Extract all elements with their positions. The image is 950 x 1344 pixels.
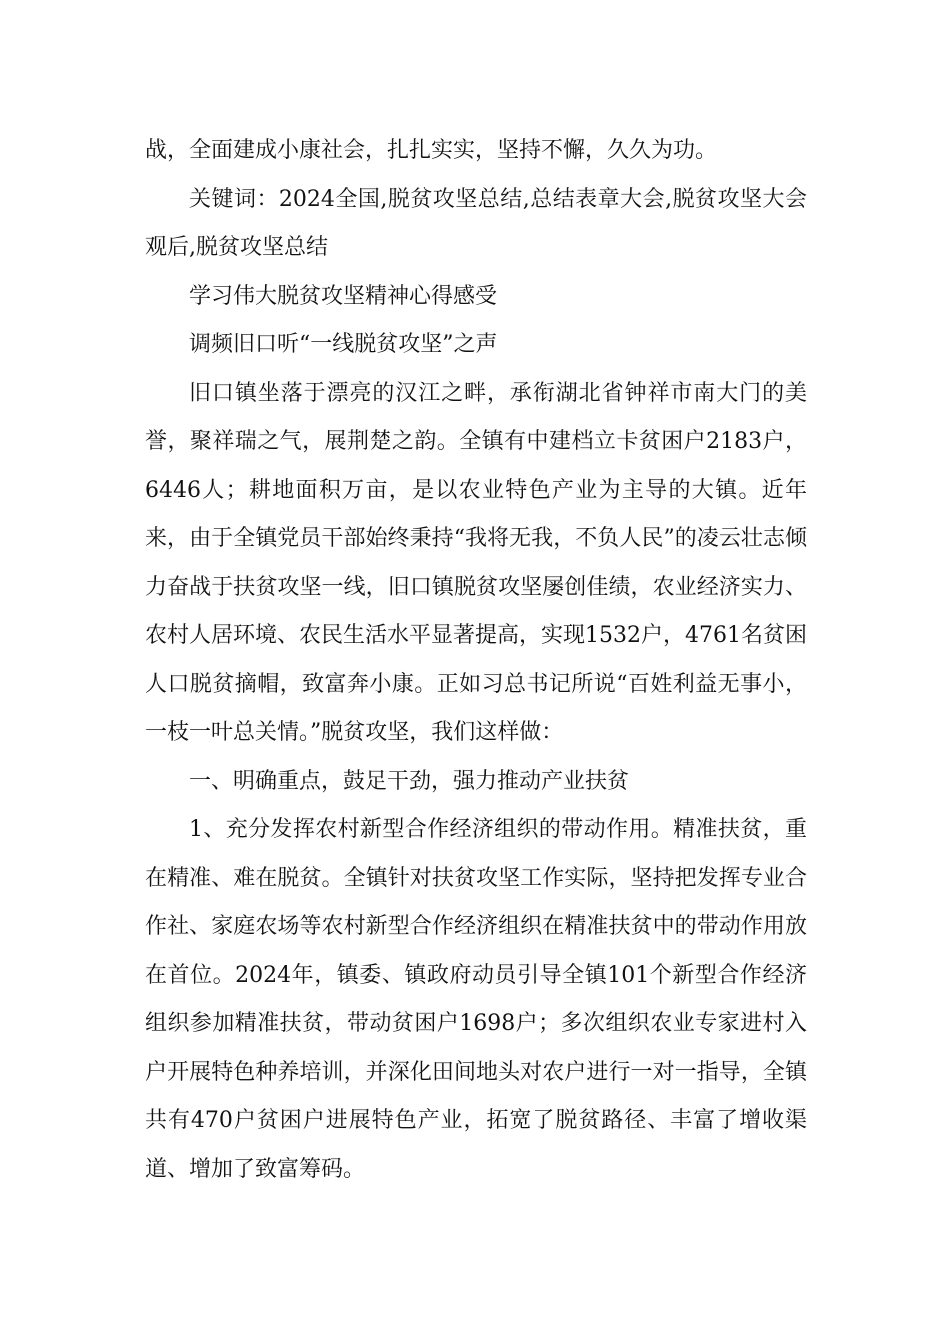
- paragraph-section-body: 1、充分发挥农村新型合作经济组织的带动作用。精准扶贫，重在精准、难在脱贫。全镇针对扶贫攻坚工作实际，坚持把发挥专业合作社、家庭农场等农村新型合作经济组织在精准扶贫中的带动作用放在首位。2024年，镇委、镇政府动员引导全镇101个新型合作经济组织参加精准扶贫，带动贫困户1698户；多次组织农业专家进村入户开展特色种养培训，并深化田间地头对农户进行一对一指导，全镇共有470户贫困户进展特色产业，拓宽了脱贫路径、丰富了增收渠道、增加了致富筹码。: [145, 817, 807, 1182]
- paragraph-keywords: 关键词：2024全国,脱贫攻坚总结,总结表章大会,脱贫攻坚大会观后,脱贫攻坚总结: [145, 186, 807, 260]
- paragraph-article-subtitle: 调频旧口听“一线脱贫攻坚”之声: [189, 332, 498, 357]
- paragraph-article-title: 学习伟大脱贫攻坚精神心得感受: [189, 283, 498, 309]
- paragraph-section-heading: 一、明确重点，鼓足干劲，强力推动产业扶贫: [189, 768, 630, 794]
- document-body: [145, 127, 807, 1194]
- paragraph-continuation: 战，全面建成小康社会，扎扎实实，坚持不懈，久久为功。: [145, 138, 718, 163]
- paragraph-intro: 旧口镇坐落于漂亮的汉江之畔，承衔湖北省钟祥市南大门的美誉，聚祥瑞之气，展荆楚之韵。全镇有中建档立卡贫困户2183户，6446人；耕地面积万亩，是以农业特色产业为主导的大镇。近年来，由于全镇党员干部始终秉持“我将无我，不负人民”的凌云壮志倾力奋战于扶贫攻坚一线，旧口镇脱贫攻坚屡创佳绩，农业经济实力、农村人居环境、农民生活水平显著提高，实现1532户，4761名贫困人口脱贫摘帽，致富奔小康。正如习总书记所说“百姓利益无事小，一枝一叶总关情。”脱贫攻坚，我们这样做：: [145, 380, 807, 745]
